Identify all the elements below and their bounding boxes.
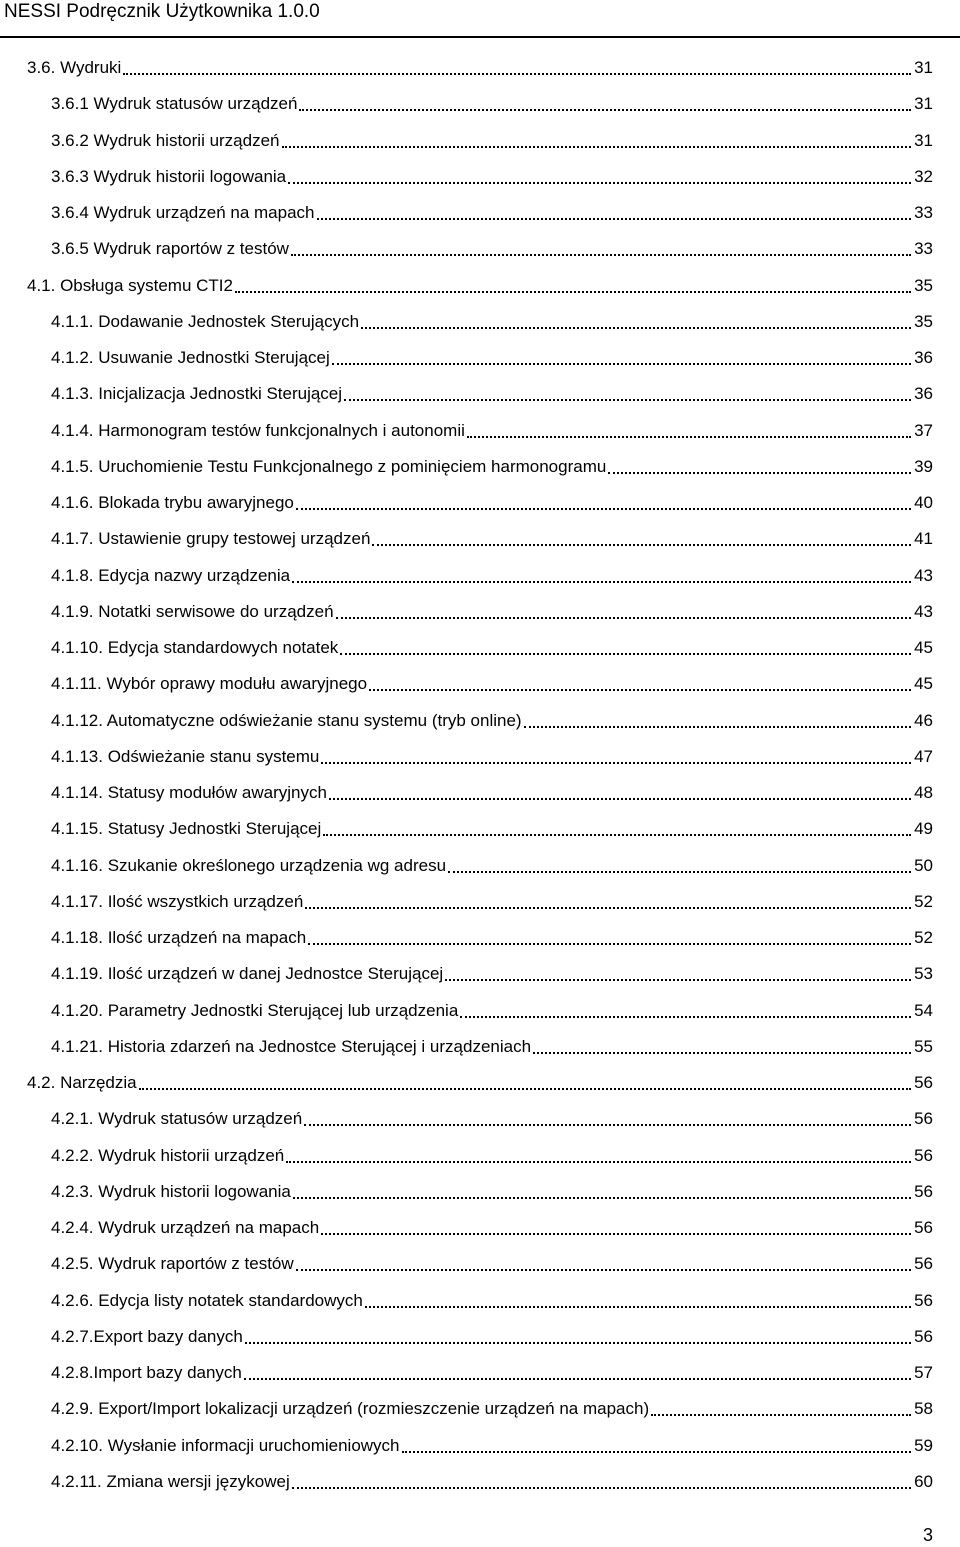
- toc-entry-page-number: 52: [914, 928, 933, 947]
- toc-entry-page-number: 37: [914, 420, 933, 440]
- toc-entry[interactable]: [51, 86, 933, 122]
- toc-dot-leader: [336, 617, 912, 619]
- toc-entry-label: 4.1.5. Uruchomienie Testu Funkcjonalnego z pominięciem harmonogramu: [51, 456, 607, 476]
- toc-dot-leader: [292, 581, 911, 583]
- toc-dot-leader: [291, 254, 911, 256]
- toc-entry-label: 4.1.8. Edycja nazwy urządzenia: [51, 565, 291, 585]
- toc-dot-leader: [244, 1378, 911, 1380]
- toc-entry-page-number: 33: [914, 203, 933, 222]
- toc-dot-leader: [524, 726, 911, 728]
- toc-entry[interactable]: [51, 811, 933, 847]
- toc-dot-leader: [123, 73, 911, 75]
- toc-entry[interactable]: [27, 1065, 933, 1101]
- toc-entry-label: 4.1.2. Usuwanie Jednostki Sterującej: [51, 348, 330, 367]
- toc-entry-page-number: 56: [914, 1326, 933, 1346]
- toc-entry-page-number: 59: [914, 1435, 933, 1455]
- toc-entry[interactable]: [51, 1174, 933, 1210]
- toc-entry[interactable]: [27, 268, 933, 304]
- toc-entry-label: 3.6.2 Wydruk historii urządzeń: [51, 130, 280, 150]
- toc-entry-page-number: 56: [914, 1290, 933, 1310]
- toc-entry[interactable]: [51, 884, 933, 920]
- toc-dot-leader: [608, 472, 911, 474]
- toc-entry[interactable]: [51, 1101, 933, 1137]
- toc-entry-label: 4.1.13. Odświeżanie stanu systemu: [51, 746, 320, 766]
- toc-entry[interactable]: [51, 304, 933, 340]
- toc-entry[interactable]: [51, 376, 933, 412]
- toc-entry-label: 4.1.11. Wybór oprawy modułu awaryjnego: [51, 674, 368, 694]
- toc-dot-leader: [372, 544, 911, 546]
- toc-entry-page-number: 58: [914, 1399, 933, 1419]
- toc-entry-page-number: 36: [914, 348, 933, 367]
- toc-entry[interactable]: [51, 993, 933, 1029]
- toc-dot-leader: [651, 1414, 911, 1416]
- toc-entry-page-number: 45: [914, 674, 933, 694]
- toc-entry-page-number: 43: [914, 601, 933, 621]
- toc-entry-page-number: 31: [914, 94, 933, 114]
- toc-entry-label: 3.6. Wydruki: [27, 58, 122, 77]
- toc-entry-page-number: 41: [914, 529, 933, 549]
- toc-entry-page-number: 56: [914, 1109, 933, 1129]
- toc-entry[interactable]: [27, 50, 933, 86]
- toc-entry-label: 4.1.4. Harmonogram testów funkcjonalnych i autonomii: [51, 420, 465, 440]
- toc-entry-page-number: 55: [914, 1036, 933, 1056]
- toc-dot-leader: [282, 146, 912, 148]
- toc-entry-page-number: 49: [914, 819, 933, 839]
- toc-entry[interactable]: [51, 1210, 933, 1246]
- toc-entry-label: 4.2.5. Wydruk raportów z testów: [51, 1254, 294, 1274]
- toc-dot-leader: [139, 1088, 911, 1090]
- toc-entry[interactable]: [51, 920, 933, 956]
- toc-dot-leader: [329, 798, 911, 800]
- toc-entry-page-number: 53: [914, 964, 933, 984]
- header-divider: [0, 36, 960, 38]
- toc-entry[interactable]: [51, 1428, 933, 1464]
- toc-entry[interactable]: [51, 1464, 933, 1500]
- toc-dot-leader: [321, 762, 911, 764]
- page-number: 3: [922, 1525, 933, 1545]
- toc-dot-leader: [321, 1233, 911, 1235]
- toc-entry-label: 4.2.4. Wydruk urządzeń na mapach: [51, 1218, 320, 1237]
- toc-entry[interactable]: [51, 340, 933, 376]
- toc-entry[interactable]: [51, 630, 933, 666]
- toc-entry[interactable]: [51, 558, 933, 594]
- toc-dot-leader: [304, 1124, 911, 1126]
- toc-entry[interactable]: [51, 1319, 933, 1355]
- toc-dot-leader: [296, 1269, 911, 1271]
- toc-entry[interactable]: [51, 195, 933, 231]
- toc-entry[interactable]: [51, 956, 933, 992]
- toc-entry-label: 4.1.20. Parametry Jednostki Sterującej lub urządzenia: [51, 1000, 459, 1020]
- toc-entry-label: 3.6.3 Wydruk historii logowania: [51, 166, 287, 186]
- toc-entry[interactable]: [51, 666, 933, 702]
- toc-dot-leader: [317, 218, 912, 220]
- toc-entry-label: 3.6.1 Wydruk statusów urządzeń: [51, 94, 298, 114]
- toc-entry[interactable]: [51, 1138, 933, 1174]
- toc-entry-label: 4.1.1. Dodawanie Jednostek Sterujących: [51, 311, 360, 331]
- toc-dot-leader: [288, 182, 911, 184]
- toc-entry[interactable]: [51, 521, 933, 557]
- toc-entry-label: 4.2.8.Import bazy danych: [51, 1363, 242, 1382]
- toc-entry-page-number: 60: [914, 1471, 933, 1491]
- toc-entry[interactable]: [51, 231, 933, 267]
- toc-entry-label: 4.2.1. Wydruk statusów urządzeń: [51, 1109, 303, 1129]
- toc-entry[interactable]: [51, 1391, 933, 1427]
- toc-dot-leader: [332, 363, 911, 365]
- toc-dot-leader: [361, 327, 911, 329]
- toc-entry-label: 4.1.12. Automatyczne odświeżanie stanu systemu (tryb online): [51, 710, 522, 730]
- toc-entry-page-number: 46: [914, 710, 933, 730]
- toc-entry-page-number: 36: [914, 384, 933, 404]
- toc-entry-label: 4.2.3. Wydruk historii logowania: [51, 1181, 291, 1201]
- toc-entry-page-number: 52: [914, 891, 933, 911]
- toc-entry-label: 4.2. Narzędzia: [27, 1073, 137, 1092]
- toc-entry-label: 4.2.10. Wysłanie informacji uruchomieniowych: [51, 1435, 400, 1455]
- toc-entry-label: 4.1.15. Statusy Jednostki Sterującej: [51, 819, 322, 839]
- toc-dot-leader: [245, 1342, 911, 1344]
- toc-dot-leader: [323, 834, 911, 836]
- toc-entry-label: 4.1.19. Ilość urządzeń w danej Jednostce Sterującej: [51, 964, 444, 984]
- toc-entry-label: 4.2.7.Export bazy danych: [51, 1326, 243, 1346]
- toc-entry[interactable]: [51, 1283, 933, 1319]
- toc-dot-leader: [340, 653, 911, 655]
- toc-entry-label: 4.1.3. Inicjalizacja Jednostki Sterującej: [51, 384, 343, 404]
- toc-entry-label: 4.1.18. Ilość urządzeń na mapach: [51, 928, 307, 947]
- toc-entry-label: 4.1.17. Ilość wszystkich urządzeń: [51, 891, 304, 911]
- toc-entry-page-number: 35: [914, 311, 933, 331]
- toc-dot-leader: [299, 109, 911, 111]
- toc-entry-page-number: 56: [914, 1145, 933, 1165]
- toc-entry-label: 4.2.9. Export/Import lokalizacji urządzeń (rozmieszczenie urządzeń na mapach): [51, 1399, 650, 1419]
- toc-entry[interactable]: [51, 594, 933, 630]
- toc-dot-leader: [308, 943, 911, 945]
- toc-entry-page-number: 56: [914, 1073, 933, 1092]
- toc-entry-label: 4.1.6. Blokada trybu awaryjnego: [51, 493, 294, 512]
- toc-entry-page-number: 56: [914, 1254, 933, 1274]
- toc-dot-leader: [305, 907, 911, 909]
- toc-entry-page-number: 31: [914, 58, 933, 77]
- toc-entry-page-number: 32: [914, 166, 933, 186]
- toc-entry-page-number: 54: [914, 1000, 933, 1020]
- toc-entry-page-number: 48: [914, 783, 933, 802]
- toc-dot-leader: [445, 979, 911, 981]
- toc-entry-page-number: 40: [914, 493, 933, 512]
- toc-dot-leader: [292, 1487, 911, 1489]
- toc-entry-label: 4.1.21. Historia zdarzeń na Jednostce Sterującej i urządzeniach: [51, 1036, 532, 1056]
- toc-entry-label: 4.2.2. Wydruk historii urządzeń: [51, 1145, 285, 1165]
- toc-dot-leader: [448, 871, 911, 873]
- toc-dot-leader: [344, 399, 911, 401]
- toc-entry-page-number: 57: [914, 1363, 933, 1382]
- toc-entry[interactable]: [51, 848, 933, 884]
- toc-entry[interactable]: [51, 1355, 933, 1391]
- toc-entry-label: 4.1.7. Ustawienie grupy testowej urządzeń: [51, 529, 371, 549]
- toc-dot-leader: [296, 508, 911, 510]
- toc-entry-label: 3.6.5 Wydruk raportów z testów: [51, 239, 289, 259]
- toc-entry-label: 4.1.9. Notatki serwisowe do urządzeń: [51, 601, 334, 621]
- toc-entry[interactable]: [51, 449, 933, 485]
- toc-entry-page-number: 33: [914, 239, 933, 259]
- toc-entry-label: 4.1.16. Szukanie określonego urządzenia wg adresu: [51, 855, 447, 875]
- toc-entry[interactable]: [51, 1029, 933, 1065]
- toc-dot-leader: [369, 689, 911, 691]
- toc-entry[interactable]: [51, 159, 933, 195]
- document-title: NESSI Podręcznik Użytkownika 1.0.0: [4, 1, 320, 22]
- toc-entry-label: 3.6.4 Wydruk urządzeń na mapach: [51, 203, 315, 222]
- toc-dot-leader: [293, 1197, 911, 1199]
- page-header: [0, 0, 960, 40]
- toc-entry[interactable]: [51, 703, 933, 739]
- toc-entry-label: 4.1.14. Statusy modułów awaryjnych: [51, 783, 327, 802]
- toc-entry-page-number: 39: [914, 456, 933, 476]
- toc-entry-page-number: 50: [914, 855, 933, 875]
- toc-entry[interactable]: [51, 123, 933, 159]
- toc-entry-page-number: 47: [914, 746, 933, 766]
- toc-entry[interactable]: [51, 775, 933, 811]
- toc-dot-leader: [286, 1161, 911, 1163]
- toc-entry-page-number: 35: [914, 275, 933, 295]
- toc-dot-leader: [365, 1306, 911, 1308]
- toc-dot-leader: [402, 1451, 912, 1453]
- toc-entry-page-number: 56: [914, 1181, 933, 1201]
- toc-dot-leader: [467, 436, 911, 438]
- toc-entry-page-number: 56: [914, 1218, 933, 1237]
- toc-entry[interactable]: [51, 1246, 933, 1282]
- toc-dot-leader: [533, 1052, 911, 1054]
- toc-entry-label: 4.2.6. Edycja listy notatek standardowych: [51, 1290, 363, 1310]
- toc-entry[interactable]: [51, 739, 933, 775]
- toc-entry-label: 4.1.10. Edycja standardowych notatek: [51, 638, 339, 657]
- toc-entry-label: 4.2.11. Zmiana wersji językowej: [51, 1471, 290, 1491]
- toc-entry[interactable]: [51, 485, 933, 521]
- toc-entry-page-number: 31: [914, 130, 933, 150]
- toc-dot-leader: [235, 291, 911, 293]
- toc-entry-page-number: 45: [914, 638, 933, 657]
- toc-dot-leader: [460, 1016, 911, 1018]
- toc-entry-label: 4.1. Obsługa systemu CTI2: [27, 275, 233, 295]
- toc-entry[interactable]: [51, 413, 933, 449]
- toc-entry-page-number: 43: [914, 565, 933, 585]
